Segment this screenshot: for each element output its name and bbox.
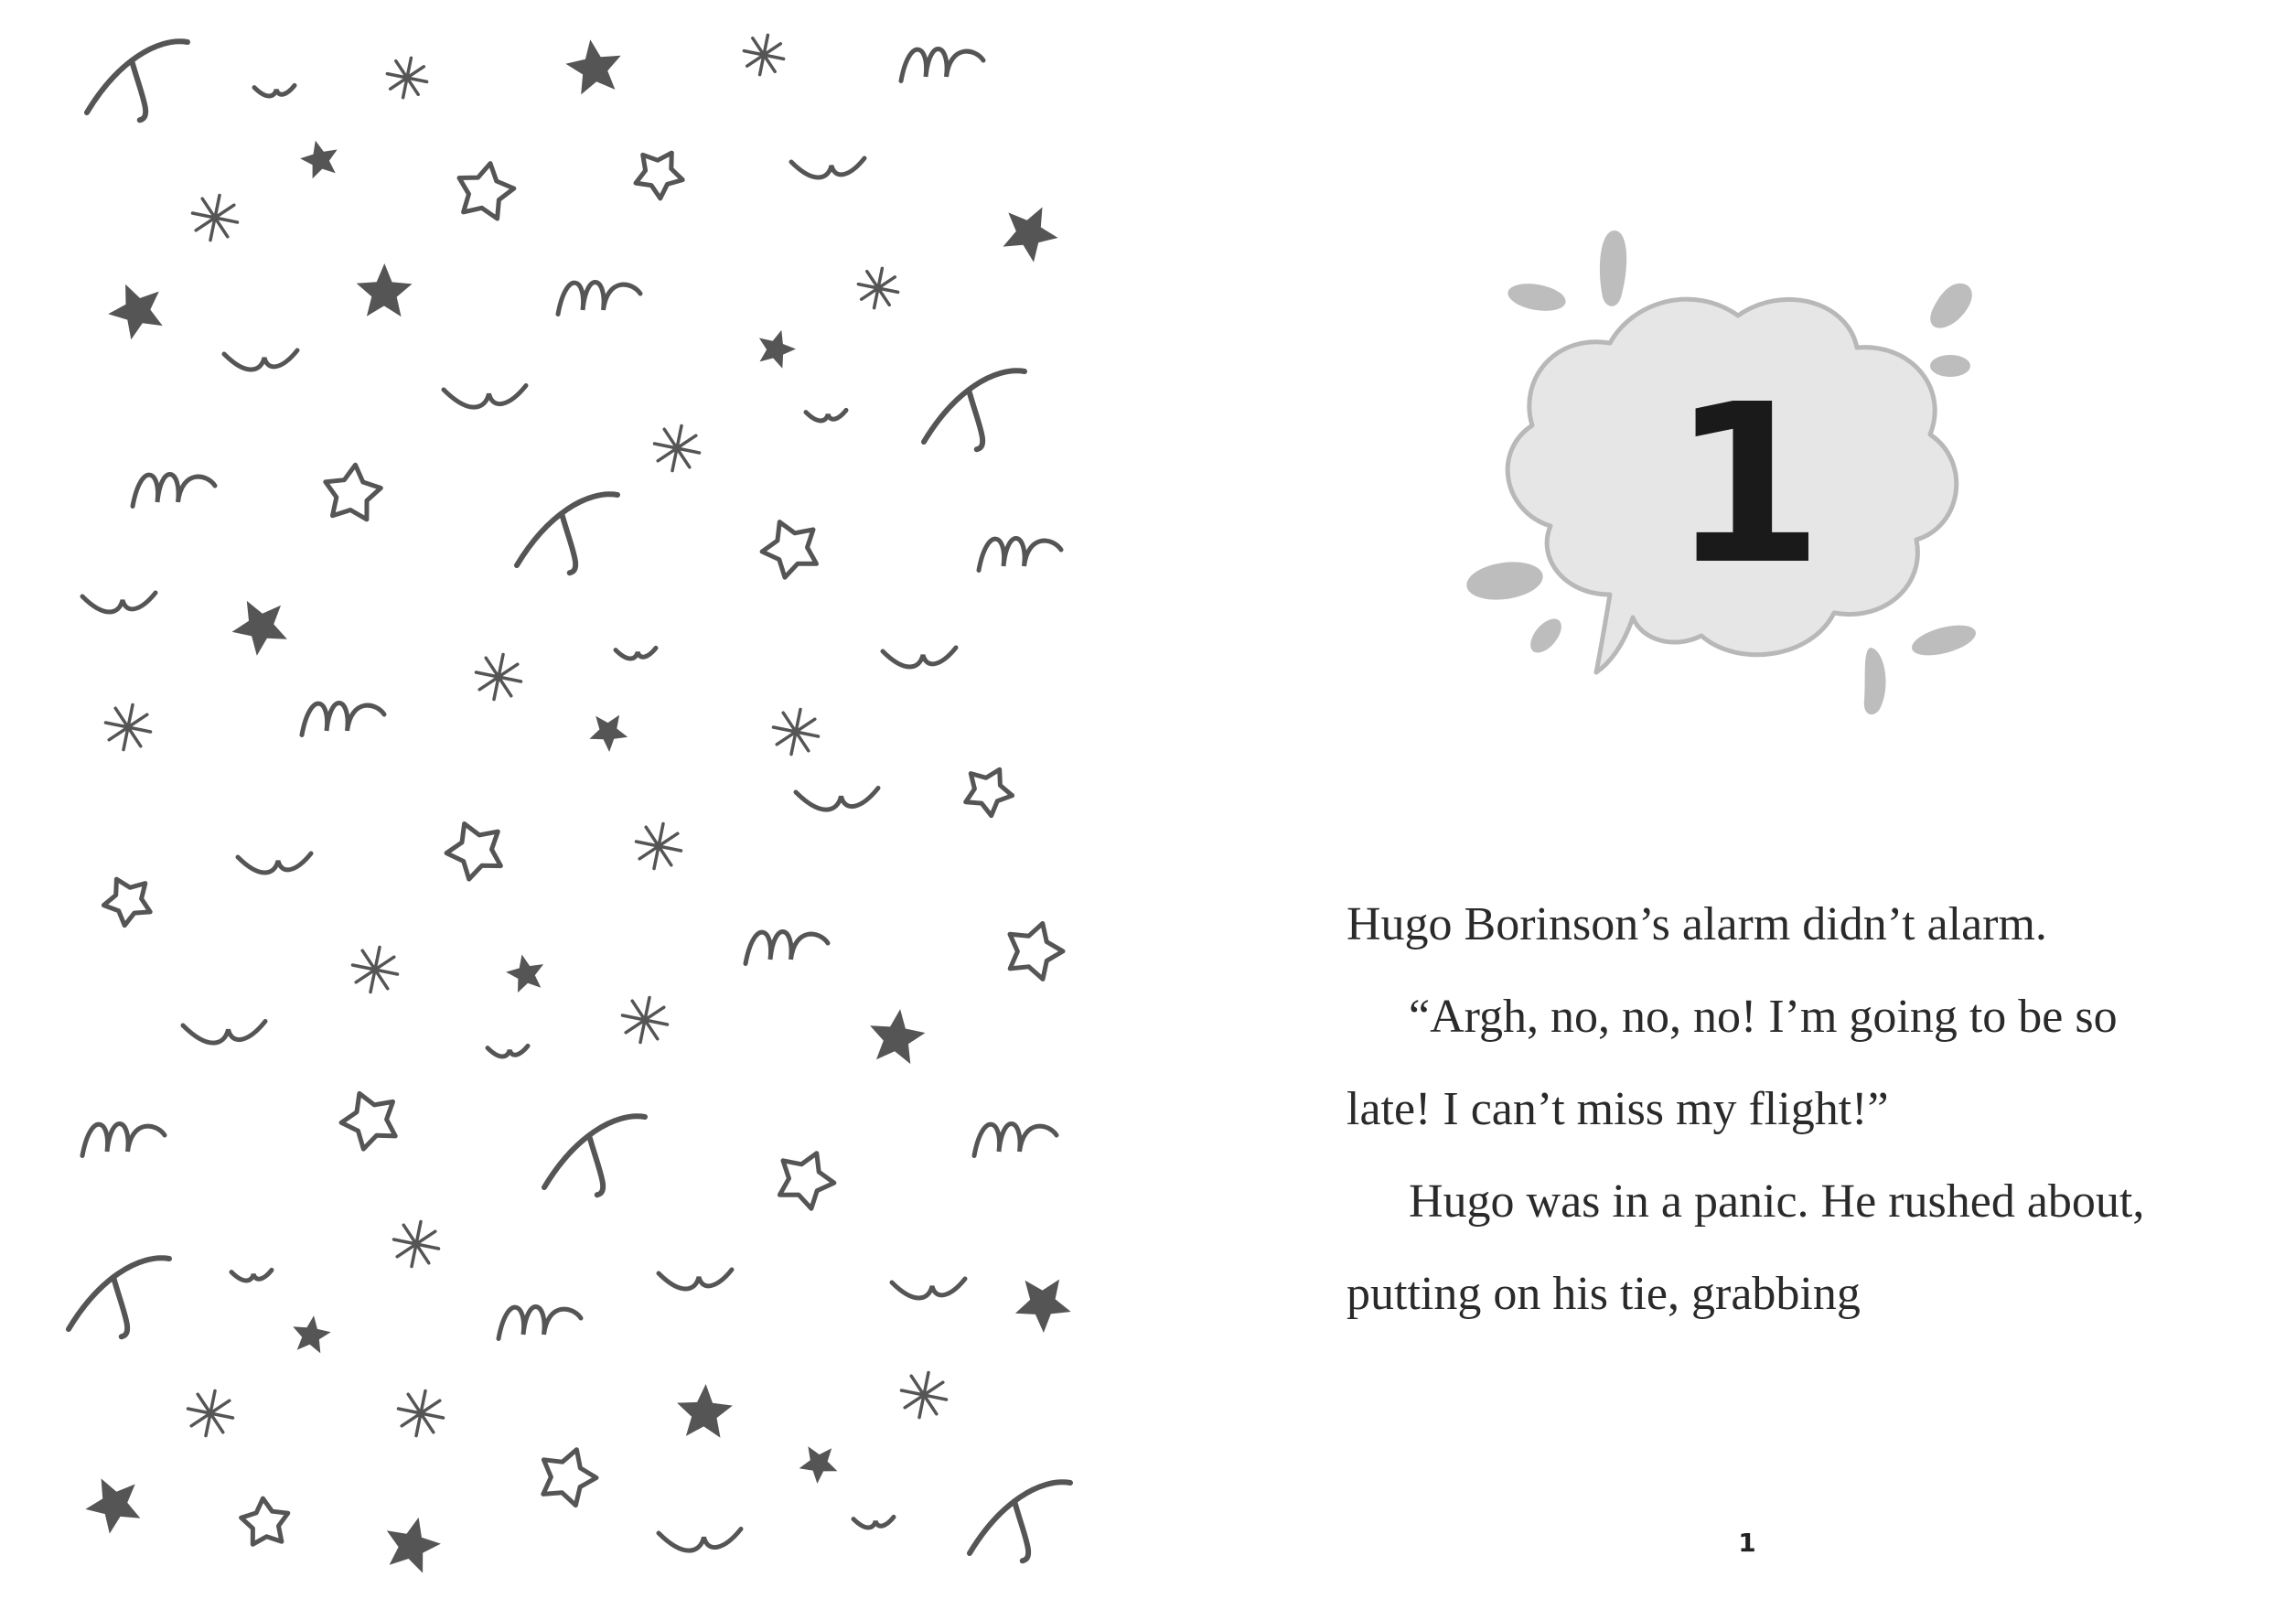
outline-star-icon [1010, 924, 1063, 980]
solid-star-icon [1015, 1280, 1071, 1333]
asterisk-icon [858, 268, 897, 307]
solid-star-icon [506, 955, 543, 993]
squiggle-icon [659, 1529, 741, 1551]
squiggle-icon [796, 789, 878, 810]
solid-star-icon [293, 1315, 331, 1353]
swirl-icon [924, 370, 1025, 449]
solid-star-icon [1003, 208, 1058, 263]
paragraph: Hugo was in a panic. He rushed about, putting on his tie, grabbing [1346, 1175, 2145, 1320]
swirl-icon [544, 1116, 645, 1195]
solid-star-icon [677, 1384, 733, 1438]
asterisk-icon [394, 1222, 439, 1267]
solid-star-icon [759, 330, 796, 369]
outline-star-icon [326, 465, 381, 520]
solid-star-icon [357, 263, 413, 316]
squiggle-icon [791, 158, 864, 177]
asterisk-icon [193, 196, 238, 241]
asterisk-icon [623, 998, 668, 1043]
squiggle-icon [883, 648, 956, 667]
squiggle-icon [238, 853, 311, 873]
squiggle-icon [254, 85, 295, 96]
squiggle-icon [82, 593, 156, 612]
asterisk-icon [655, 426, 700, 471]
squiggle-icon [488, 1046, 528, 1057]
loop-icon [133, 475, 215, 507]
squiggle-icon [444, 386, 526, 408]
solid-star-icon [870, 1009, 925, 1064]
outline-star-icon [241, 1498, 288, 1544]
solid-star-icon [387, 1518, 441, 1573]
swirl-icon [970, 1482, 1070, 1561]
loop-icon [499, 1307, 581, 1339]
loop-icon [746, 932, 828, 964]
chapter-number: 1 [1670, 357, 1824, 613]
loop-icon [302, 703, 384, 735]
outline-star-icon [779, 1153, 834, 1209]
squiggle-icon [183, 1022, 265, 1044]
squiggle-icon [231, 1270, 272, 1281]
solid-star-icon [589, 715, 628, 752]
asterisk-icon [387, 58, 426, 97]
loop-icon [901, 49, 983, 81]
swirl-icon [69, 1258, 169, 1336]
outline-star-icon [966, 769, 1013, 816]
squiggle-icon [853, 1517, 894, 1528]
outline-star-icon [543, 1450, 596, 1506]
chapter-body-text [1346, 878, 2170, 1340]
swirl-icon [517, 494, 617, 573]
squiggle-icon [892, 1279, 965, 1298]
solid-star-icon [300, 141, 338, 179]
solid-star-icon [565, 39, 620, 94]
outline-star-icon [103, 879, 150, 926]
squiggle-icon [616, 648, 656, 659]
asterisk-icon [399, 1391, 444, 1436]
swirl-icon [87, 41, 188, 120]
loop-icon [979, 539, 1061, 571]
asterisk-icon [106, 705, 151, 750]
solid-star-icon [799, 1446, 838, 1484]
asterisk-icon [637, 824, 681, 869]
paragraph: “Argh, no, no, no! I’m going to be so late! I can’t miss my flight!” [1346, 991, 2118, 1135]
page-number: 1 [1738, 1528, 1756, 1558]
asterisk-icon [477, 655, 521, 700]
squiggle-icon [659, 1270, 732, 1289]
loop-icon [558, 283, 640, 315]
paragraph: Hugo Borinson’s alarm didn’t alarm. [1346, 898, 2047, 950]
outline-star-icon [341, 1093, 395, 1149]
squiggle-icon [806, 410, 846, 421]
solid-star-icon [85, 1478, 140, 1533]
outline-star-icon [636, 153, 682, 198]
outline-star-icon [459, 164, 514, 219]
asterisk-icon [902, 1373, 947, 1418]
loop-icon [974, 1124, 1057, 1156]
solid-star-icon [108, 284, 163, 340]
asterisk-icon [188, 1391, 233, 1436]
outline-star-icon [762, 522, 816, 578]
asterisk-icon [774, 710, 819, 755]
solid-star-icon [232, 601, 287, 656]
loop-icon [82, 1124, 165, 1156]
asterisk-icon [353, 948, 398, 992]
squiggle-icon [224, 350, 297, 370]
asterisk-icon [744, 35, 783, 74]
outline-star-icon [446, 824, 500, 880]
